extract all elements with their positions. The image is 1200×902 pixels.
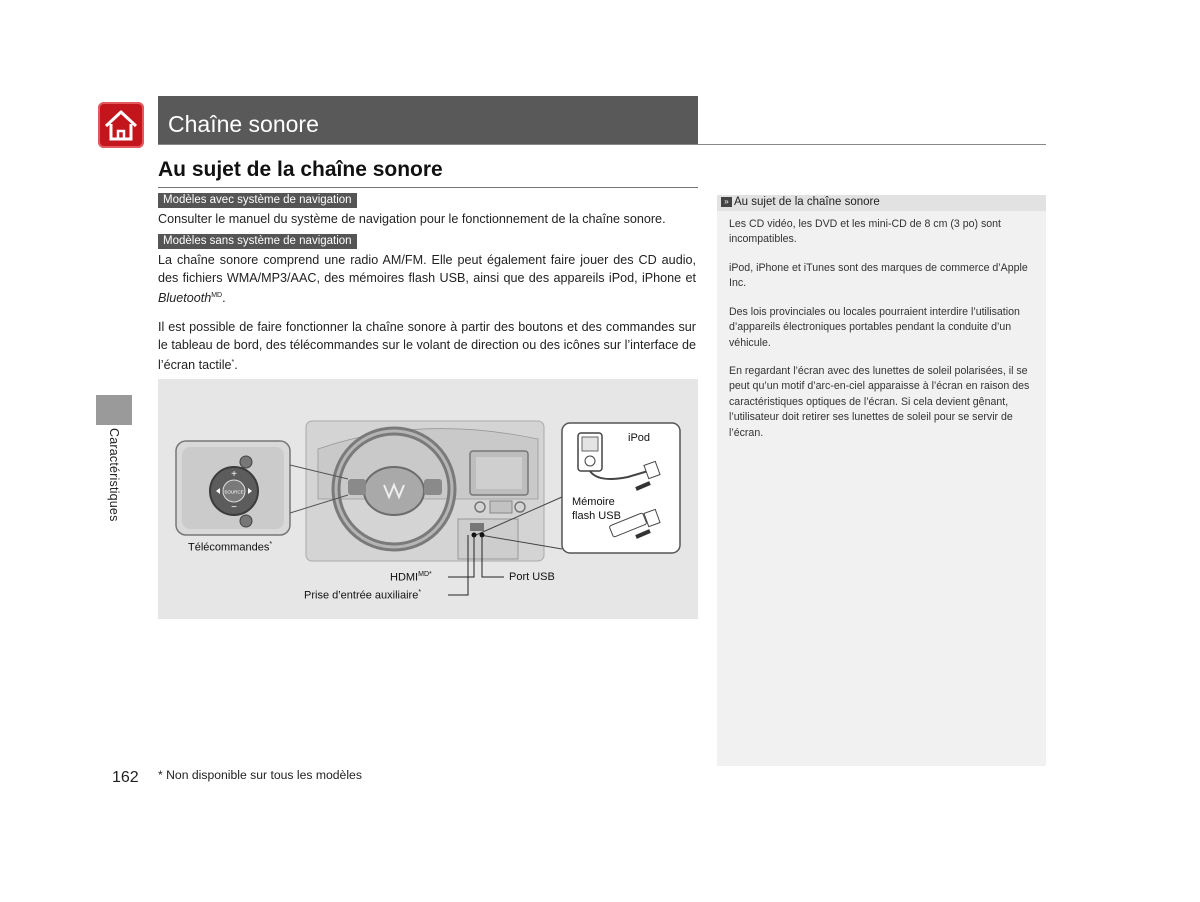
text-with-navigation: Consulter le manuel du système de navigation pour le fonctionnement de la chaîne sonore. [158, 212, 666, 226]
label-hdmi-text: HDMI [390, 571, 419, 584]
footnote-star: * [231, 359, 235, 366]
label-usb-memory [572, 495, 621, 523]
notes-title-text: Au sujet de la chaîne sonore [734, 196, 880, 208]
label-ipod: iPod [628, 432, 651, 444]
notes-title [721, 196, 880, 208]
note-item: iPod, iPhone et iTunes sont des marques de commerce d’Apple Inc. [729, 262, 1028, 290]
label-aux-star: * [418, 589, 422, 596]
notes-arrow-icon: » [721, 197, 732, 207]
label-hdmi-sup: MD [418, 571, 429, 578]
paragraph-controls-text: Il est possible de faire fonctionner la chaîne sonore à partir des boutons et des commandes sur le tableau de bord, des télécommandes sur le volant de direction ou des icônes sur l’interface de l’écran tactile [158, 320, 696, 373]
paragraph-features [158, 252, 696, 308]
source-button-label: SOURCE [224, 489, 244, 495]
label-usb-memory-line1: Mémoire [572, 496, 615, 508]
paragraph-features-text: La chaîne sonore comprend une radio AM/FM. Elle peut également faire jouer des CD audio, des fichiers WMA/MP3/AAC, des mémoires flash USB, ainsi que des appareils iPod, iPhone et [158, 253, 696, 285]
label-remote-controls [188, 541, 272, 554]
label-remote-star: * [269, 541, 273, 548]
label-hdmi [390, 571, 432, 584]
tag-with-navigation: Modèles avec système de navigation [158, 193, 357, 208]
bluetooth-word: Bluetooth [158, 291, 212, 306]
label-hdmi-star: * [429, 571, 432, 578]
section-divider [158, 187, 698, 188]
label-aux-input [304, 589, 421, 602]
home-icon [98, 102, 144, 148]
note-item: Les CD vidéo, les DVD et les mini-CD de 8 cm (3 po) sont incompatibles. [729, 218, 1002, 246]
label-remote-text: Télécommandes [188, 541, 270, 554]
footnote: * Non disponible sur tous les modèles [158, 768, 362, 782]
audio-system-figure [158, 379, 698, 619]
svg-text:+: + [231, 469, 237, 480]
label-usb-port: Port USB [509, 571, 555, 583]
section-heading: Au sujet de la chaîne sonore [158, 158, 443, 181]
paragraph-controls-end: . [234, 358, 238, 373]
note-item: Des lois provinciales ou locales pourraient interdire l’utilisation d’appareils électroniques portables pendant la conduite d’un véhicule. [729, 306, 1020, 349]
svg-text:−: − [231, 502, 237, 513]
title-divider [158, 144, 1046, 145]
label-aux-text: Prise d’entrée auxiliaire [304, 589, 419, 602]
chapter-title-bar [158, 96, 698, 144]
paragraph-controls [158, 319, 696, 375]
home-button[interactable] [98, 102, 144, 148]
bluetooth-sup: MD [211, 292, 223, 299]
chapter-title: Chaîne sonore [168, 111, 319, 137]
note-item: En regardant l’écran avec des lunettes de soleil polarisées, il se peut qu’un motif d’arc-en-ciel apparaisse à l’écran en raison des caractéristiques optiques de l’écran. Si cela devient gênant, l’utilisateur doit retirer ses lunettes de soleil pour se servir de l’écran. [729, 365, 1030, 439]
paragraph-features-end: . [222, 291, 226, 306]
tag-without-navigation: Modèles sans système de navigation [158, 234, 357, 249]
label-usb-memory-line2: flash USB [572, 510, 621, 522]
page-number: 162 [112, 769, 139, 786]
chapter-side-tab[interactable] [96, 395, 132, 425]
chapter-side-label: Caractéristiques [107, 428, 121, 522]
